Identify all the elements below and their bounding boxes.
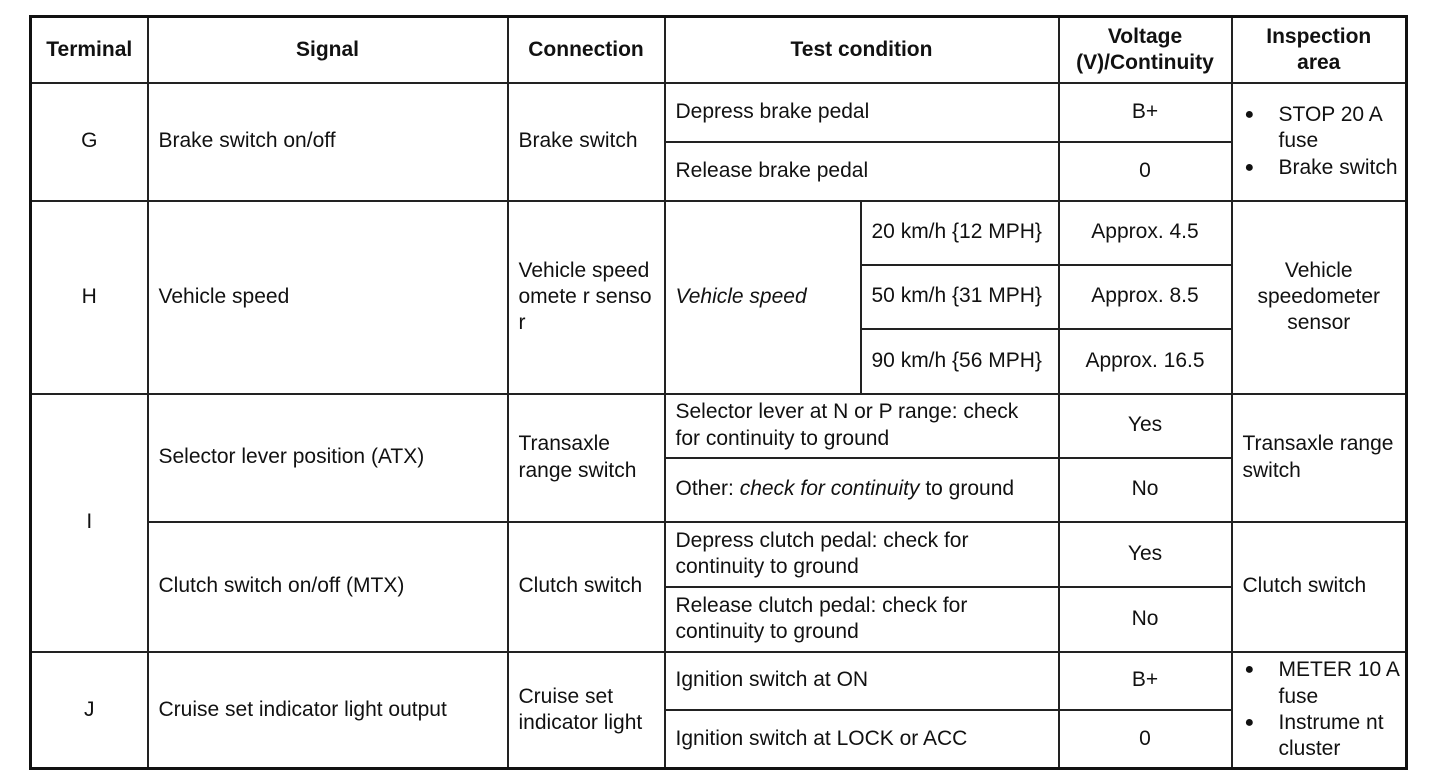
test-condition-cell: Vehicle speed: [665, 201, 861, 394]
terminal-cell: I: [31, 394, 148, 652]
test-condition-cell: Depress brake pedal: [665, 83, 1059, 142]
test-condition-cell: Ignition switch at LOCK or ACC: [665, 710, 1059, 769]
header-test-condition: Test condition: [665, 17, 1059, 83]
table-row: [31, 522, 1407, 587]
inspection-cell: [1232, 652, 1407, 769]
table-row: [31, 83, 1407, 142]
header-voltage: Voltage (V)/Continuity: [1059, 17, 1232, 83]
voltage-cell: 0: [1059, 710, 1232, 769]
test-condition-cell: Ignition switch at ON: [665, 652, 1059, 710]
voltage-cell: 0: [1059, 142, 1232, 201]
connection-cell: Transaxle range switch: [508, 394, 665, 522]
test-condition-cell: Release clutch pedal: check for continuity to ground: [665, 587, 1059, 652]
speed-cell: 50 km/h {31 MPH}: [861, 265, 1059, 329]
voltage-cell: Approx. 16.5: [1059, 329, 1232, 394]
voltage-cell: Approx. 4.5: [1059, 201, 1232, 265]
signal-cell: Vehicle speed: [148, 201, 508, 394]
inspection-item: ● Brake switch: [1245, 155, 1400, 181]
connection-cell: Brake switch: [508, 83, 665, 201]
terminal-inspection-table: [29, 15, 1408, 770]
voltage-cell: Yes: [1059, 522, 1232, 587]
terminal-cell: H: [31, 201, 148, 394]
condition-text: to ground: [925, 477, 1015, 501]
header-terminal: Terminal: [31, 17, 148, 83]
signal-cell: Clutch switch on/off (MTX): [148, 522, 508, 652]
terminal-cell: J: [31, 652, 148, 769]
test-condition-cell: [665, 458, 1059, 522]
inspection-item: ● METER 10 A fuse: [1245, 657, 1400, 710]
inspection-item: ● STOP 20 A fuse: [1245, 102, 1400, 155]
voltage-cell: No: [1059, 458, 1232, 522]
voltage-cell: Yes: [1059, 394, 1232, 458]
header-connection: Connection: [508, 17, 665, 83]
inspection-cell: [1232, 83, 1407, 201]
inspection-cell: Clutch switch: [1232, 522, 1407, 652]
table-row: [31, 201, 1407, 265]
connection-cell: Clutch switch: [508, 522, 665, 652]
signal-cell: Brake switch on/off: [148, 83, 508, 201]
header-signal: Signal: [148, 17, 508, 83]
voltage-cell: Approx. 8.5: [1059, 265, 1232, 329]
condition-text: check for continuity: [739, 477, 920, 501]
inspection-cell: Transaxle range switch: [1232, 394, 1407, 522]
table-row: [31, 652, 1407, 710]
voltage-cell: B+: [1059, 652, 1232, 710]
header-row: [31, 17, 1407, 83]
terminal-cell: G: [31, 83, 148, 201]
voltage-cell: B+: [1059, 83, 1232, 142]
inspection-cell: Vehicle speedometer sensor: [1232, 201, 1407, 394]
test-condition-cell: Release brake pedal: [665, 142, 1059, 201]
table-row: [31, 394, 1407, 458]
speed-cell: 20 km/h {12 MPH}: [861, 201, 1059, 265]
signal-cell: Selector lever position (ATX): [148, 394, 508, 522]
condition-text: Other:: [675, 477, 734, 501]
test-condition-cell: Depress clutch pedal: check for continuity to ground: [665, 522, 1059, 587]
test-condition-cell: Selector lever at N or P range: check for continuity to ground: [665, 394, 1059, 458]
header-inspection-area: Inspection area: [1232, 17, 1407, 83]
connection-cell: Vehicle speedomete r sensor: [508, 201, 665, 394]
connection-cell: Cruise set indicator light: [508, 652, 665, 769]
speed-cell: 90 km/h {56 MPH}: [861, 329, 1059, 394]
voltage-cell: No: [1059, 587, 1232, 652]
signal-cell: Cruise set indicator light output: [148, 652, 508, 769]
inspection-item: ● Instrume nt cluster: [1245, 710, 1400, 763]
